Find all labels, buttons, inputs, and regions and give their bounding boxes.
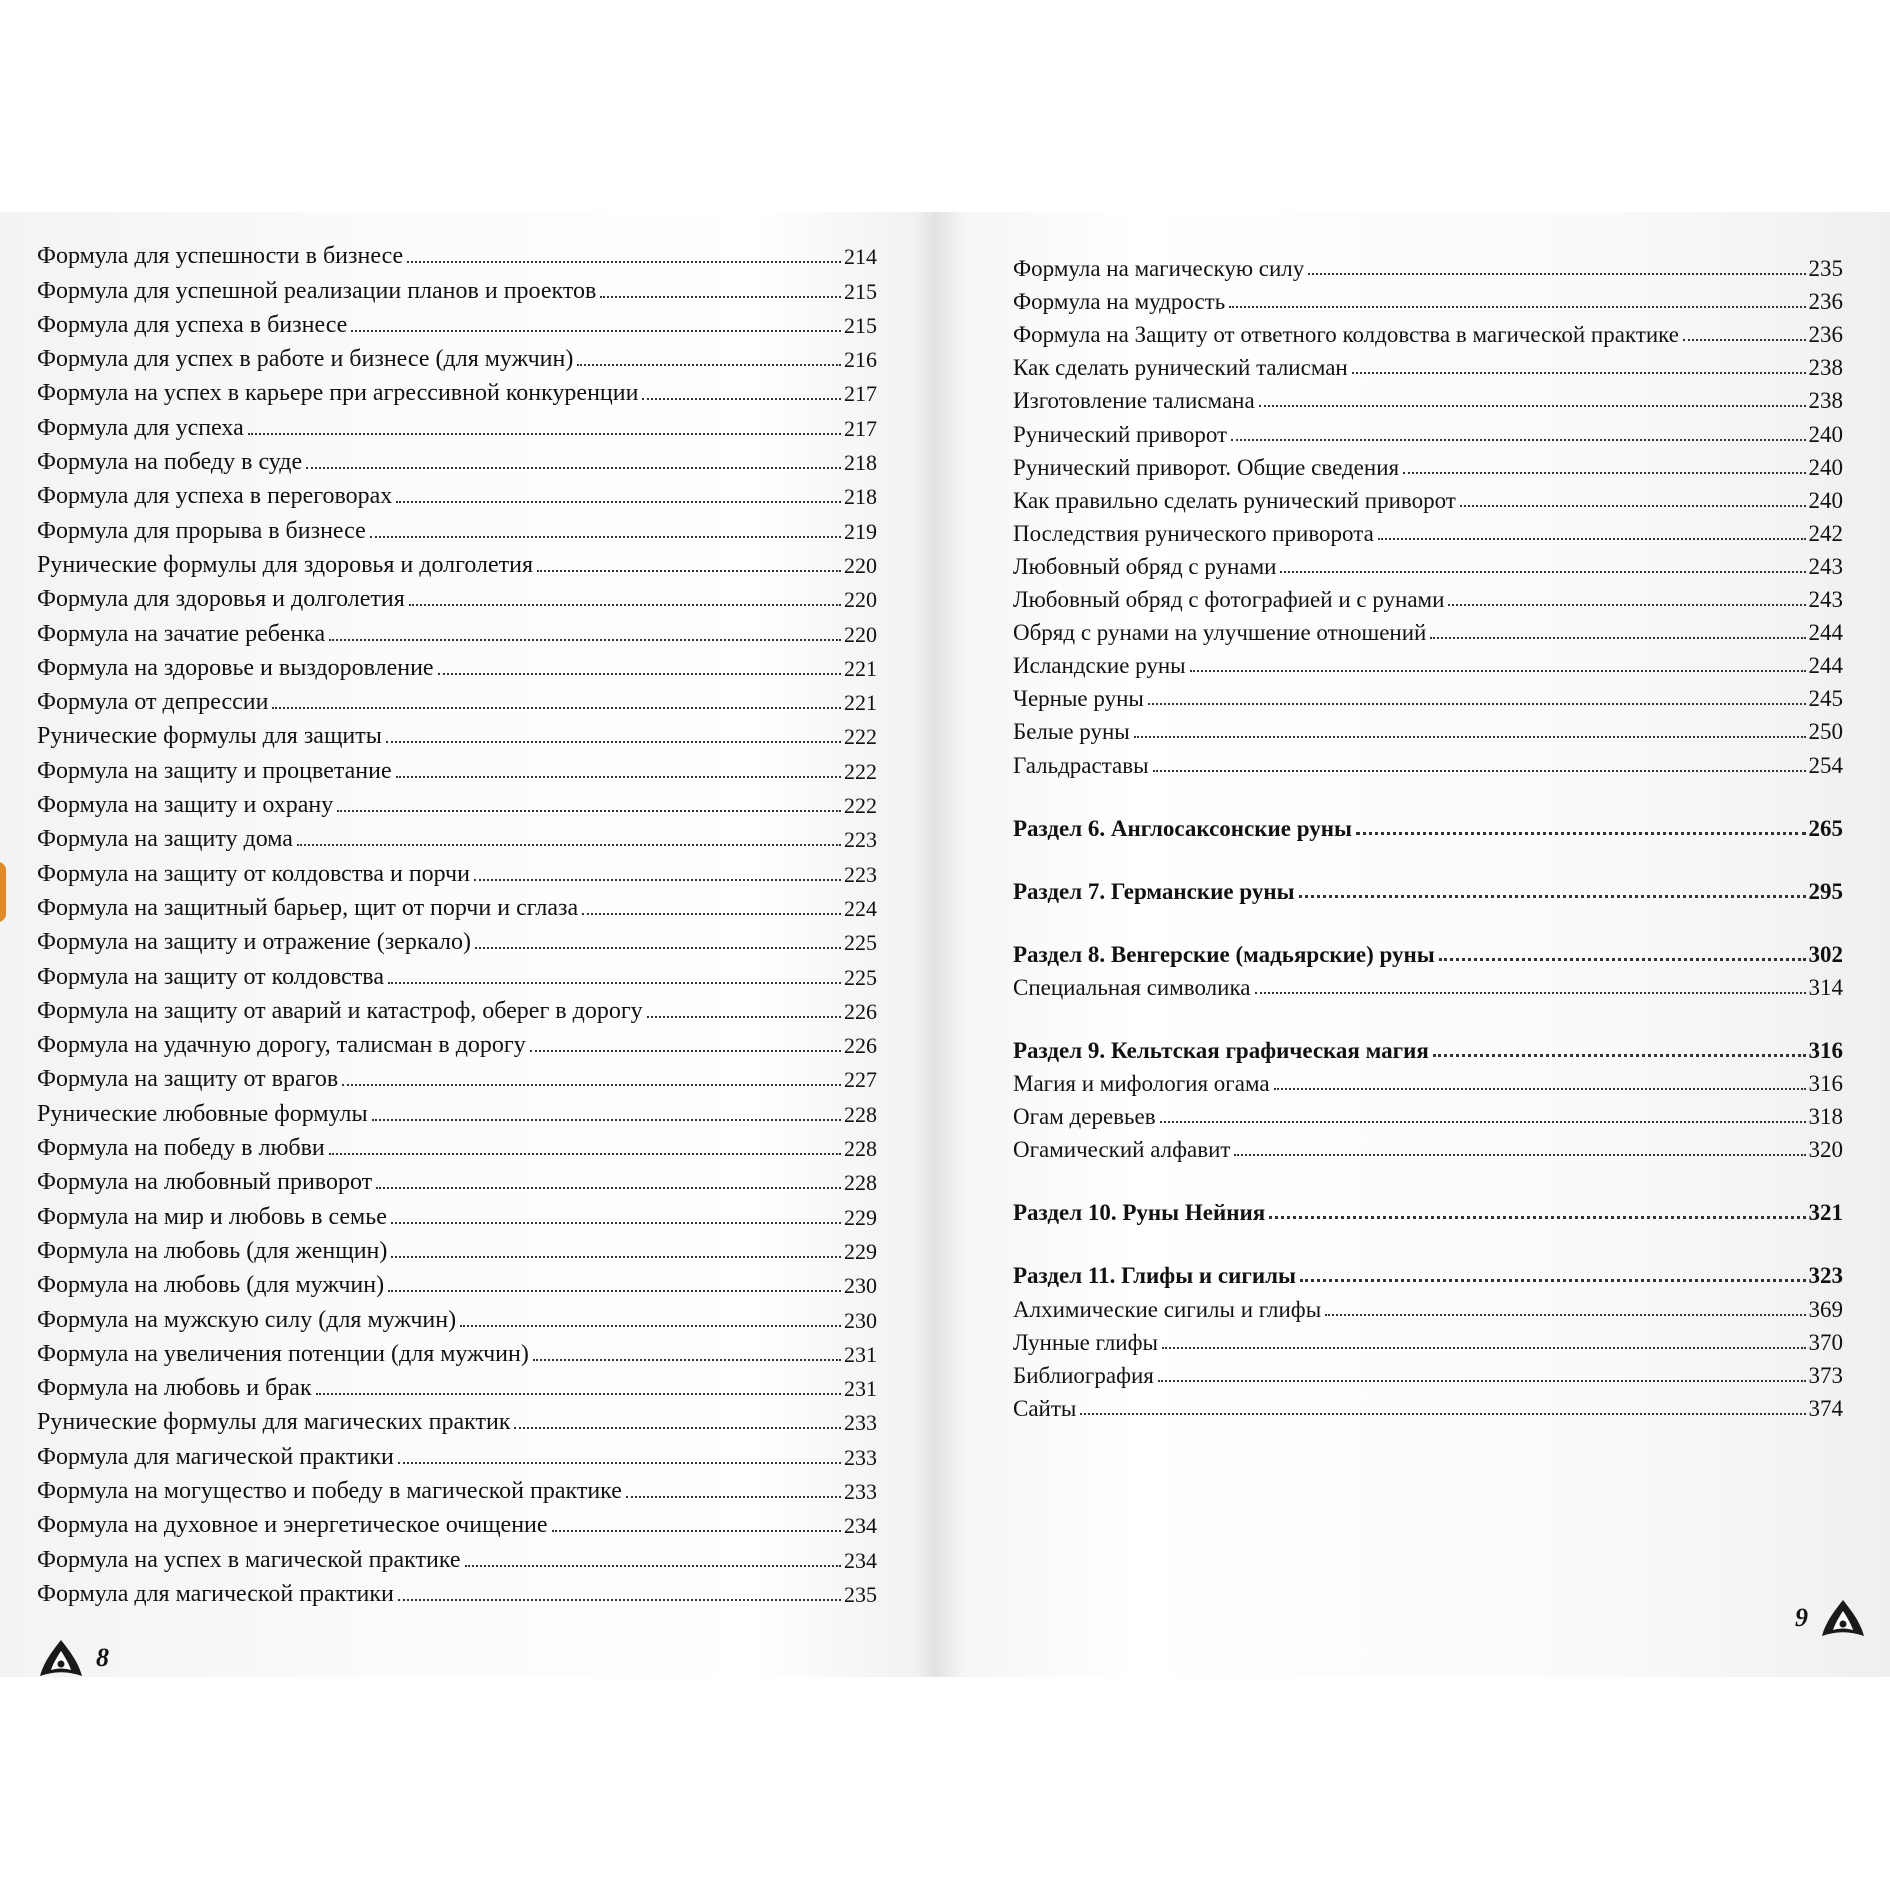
- toc-entry: [1013, 512, 1843, 545]
- toc-entry-title: Формула на защиту и отражение (зеркало): [37, 929, 471, 956]
- toc-entry: [1013, 379, 1843, 412]
- toc-entry: [1013, 611, 1843, 644]
- left-page: [0, 212, 930, 1677]
- toc-entry-title: Формула на могущество и победу в магической практике: [37, 1477, 622, 1504]
- dot-leader: [329, 1153, 841, 1155]
- toc-entry-page-number: 221: [844, 655, 877, 681]
- toc-entry: [37, 783, 877, 817]
- toc-entry: [37, 886, 877, 920]
- toc-entry: [37, 748, 877, 782]
- toc-entry-page-number: 222: [844, 793, 877, 819]
- toc-entry: [37, 1297, 877, 1331]
- toc-entry: [37, 920, 877, 954]
- toc-entry-page-number: 243: [1808, 587, 1843, 613]
- toc-entry-title: Формула для здоровья и долголетия: [37, 586, 405, 613]
- toc-entry-title: Рунические формулы для магических практик: [37, 1409, 511, 1436]
- page-number: 9: [1795, 1603, 1808, 1632]
- dot-leader: [1231, 439, 1805, 441]
- dot-leader: [1080, 1413, 1805, 1415]
- toc-entry: [1013, 1387, 1843, 1420]
- toc-entry: [37, 1400, 877, 1434]
- dot-leader: [465, 1565, 841, 1567]
- toc-entry-title: Рунические формулы для защиты: [37, 723, 382, 750]
- toc-entry: [37, 1023, 877, 1057]
- toc-entry-page-number: 217: [844, 381, 877, 407]
- dot-leader: [398, 1599, 841, 1601]
- toc-entry-title: Рунические любовные формулы: [37, 1100, 368, 1127]
- toc-entry-title: Раздел 8. Венгерские (мадьярские) руны: [1013, 941, 1435, 967]
- toc-entry: [1013, 1128, 1843, 1161]
- toc-entry: [1013, 1354, 1843, 1387]
- triquetra-emblem-icon: [1820, 1597, 1866, 1639]
- left-page-footer: [38, 1637, 121, 1677]
- toc-entry-title: Огам деревьев: [1013, 1104, 1156, 1130]
- toc-list-right: [1013, 247, 1843, 1420]
- toc-entry: [1013, 412, 1843, 445]
- toc-entry-title: Формула на любовный приворот: [37, 1169, 373, 1196]
- toc-entry: [1013, 479, 1843, 512]
- toc-entry-page-number: 316: [1808, 1037, 1843, 1063]
- toc-entry-page-number: 226: [844, 1033, 877, 1059]
- dot-leader: [530, 1050, 841, 1052]
- toc-entry-page-number: 233: [844, 1444, 877, 1470]
- toc-entry-page-number: 295: [1808, 878, 1843, 904]
- toc-entry-page-number: 234: [844, 1547, 877, 1573]
- toc-entry-title: Формула на мудрость: [1013, 289, 1226, 315]
- toc-entry-title: Формула для успеха в бизнесе: [37, 311, 348, 338]
- toc-entry-page-number: 230: [844, 1273, 877, 1299]
- toc-entry-page-number: 235: [1808, 256, 1843, 282]
- toc-entry-title: Исландские руны: [1013, 653, 1186, 679]
- toc-entry-title: Формула на защиту и процветание: [37, 757, 392, 784]
- dot-leader: [1356, 832, 1806, 835]
- toc-entry-page-number: 318: [1808, 1104, 1843, 1130]
- toc-entry-page-number: 323: [1808, 1263, 1843, 1289]
- toc-entry-page-number: 217: [844, 415, 877, 441]
- toc-entry-page-number: 250: [1808, 719, 1843, 745]
- dot-leader: [272, 707, 841, 709]
- dot-leader: [407, 261, 841, 263]
- toc-entry-title: Формула на духовное и энергетическое очищение: [37, 1512, 548, 1539]
- toc-entry: [37, 1434, 877, 1468]
- toc-entry: [1013, 1287, 1843, 1320]
- toc-entry-page-number: 370: [1808, 1329, 1843, 1355]
- toc-entry-title: Формула на успех в магической практике: [37, 1546, 461, 1573]
- dot-leader: [474, 879, 841, 881]
- toc-entry-title: Формула для успех в работе и бизнесе (для мужчин): [37, 346, 574, 373]
- toc-entry-title: Формула на здоровье и выздоровление: [37, 654, 434, 681]
- toc-entry-title: Раздел 10. Руны Нейния: [1013, 1200, 1266, 1226]
- toc-entry: [37, 680, 877, 714]
- toc-entry: [37, 1503, 877, 1537]
- toc-entry-page-number: 238: [1808, 355, 1843, 381]
- dot-leader: [1269, 1216, 1805, 1219]
- toc-entry-title: Формула для магической практики: [37, 1443, 394, 1470]
- toc-entry-title: Формула на защиту от аварий и катастроф, оберег в дорогу: [37, 997, 643, 1024]
- dot-leader: [351, 330, 841, 332]
- toc-entry-page-number: 225: [844, 930, 877, 956]
- toc-entry-title: Формула на защиту от врагов: [37, 1066, 339, 1093]
- toc-entry-title: Формула на победу в любви: [37, 1135, 325, 1162]
- dot-leader: [533, 1359, 841, 1361]
- toc-entry-title: Формула на победу в суде: [37, 449, 303, 476]
- toc-entry-title: Формула для успешной реализации планов и проектов: [37, 277, 597, 304]
- toc-entry-title: Формула на защиту от колдовства и порчи: [37, 860, 470, 887]
- toc-entry-title: Как правильно сделать рунический приворот: [1013, 487, 1456, 513]
- dot-leader: [1433, 1054, 1806, 1057]
- dot-leader: [438, 673, 841, 675]
- toc-entry-title: Гальдраставы: [1013, 752, 1149, 778]
- toc-entry-title: Формула на защиту от колдовства: [37, 963, 384, 990]
- dot-leader: [460, 1325, 841, 1327]
- dot-leader: [1259, 405, 1806, 407]
- toc-entry-page-number: 320: [1808, 1137, 1843, 1163]
- toc-entry-title: Формула на магическую силу: [1013, 256, 1305, 282]
- toc-entry-title: Формула на любовь (для женщин): [37, 1237, 388, 1264]
- toc-entry-page-number: 302: [1808, 941, 1843, 967]
- toc-entry-page-number: 219: [844, 518, 877, 544]
- toc-entry: [1013, 677, 1843, 710]
- toc-entry-title: Формула на защитный барьер, щит от порчи и сглаза: [37, 894, 579, 921]
- toc-section-entry: [1013, 1254, 1843, 1287]
- toc-entry-title: Библиография: [1013, 1362, 1154, 1388]
- dot-leader: [1460, 505, 1806, 507]
- toc-entry-title: Формула для магической практики: [37, 1580, 394, 1607]
- toc-entry: [37, 646, 877, 680]
- toc-entry: [1013, 966, 1843, 999]
- toc-entry-title: Формула на удачную дорогу, талисман в дорогу: [37, 1032, 526, 1059]
- toc-entry: [37, 989, 877, 1023]
- toc-entry-page-number: 228: [844, 1136, 877, 1162]
- dot-leader: [396, 776, 841, 778]
- toc-entry: [1013, 346, 1843, 379]
- toc-entry-title: Специальная символика: [1013, 974, 1251, 1000]
- toc-entry-page-number: 230: [844, 1307, 877, 1333]
- dot-leader: [552, 1530, 841, 1532]
- toc-entry: [37, 303, 877, 337]
- toc-entry: [37, 337, 877, 371]
- toc-entry: [37, 1263, 877, 1297]
- toc-entry-page-number: 234: [844, 1513, 877, 1539]
- toc-entry-page-number: 227: [844, 1067, 877, 1093]
- toc-entry-title: Формула на любовь (для мужчин): [37, 1272, 385, 1299]
- dot-leader: [297, 844, 841, 846]
- dot-leader: [376, 1187, 841, 1189]
- toc-entry-title: Изготовление талисмана: [1013, 388, 1255, 414]
- toc-entry-page-number: 220: [844, 587, 877, 613]
- toc-list-left: [37, 234, 877, 1606]
- toc-entry-title: Формула от депрессии: [37, 689, 269, 716]
- dot-leader: [396, 501, 841, 503]
- dot-leader: [1134, 736, 1806, 738]
- dot-leader: [1352, 372, 1806, 374]
- dot-leader: [409, 604, 841, 606]
- toc-entry-title: Рунические формулы для здоровья и долголетия: [37, 551, 534, 578]
- dot-leader: [1683, 339, 1806, 341]
- toc-entry-title: Формула на Защиту от ответного колдовства в магической практике: [1013, 322, 1679, 348]
- dot-leader: [329, 639, 841, 641]
- toc-entry-page-number: 321: [1808, 1200, 1843, 1226]
- toc-section-entry: [1013, 870, 1843, 903]
- dot-leader: [337, 810, 841, 812]
- toc-entry-title: Как сделать рунический талисман: [1013, 355, 1348, 381]
- toc-entry: [1013, 1062, 1843, 1095]
- dot-leader: [398, 1462, 841, 1464]
- dot-leader: [582, 913, 841, 915]
- toc-entry-page-number: 374: [1808, 1395, 1843, 1421]
- toc-entry-page-number: 218: [844, 484, 877, 510]
- toc-entry-title: Лунные глифы: [1013, 1329, 1158, 1355]
- toc-entry: [37, 954, 877, 988]
- dot-leader: [388, 982, 841, 984]
- toc-entry-page-number: 236: [1808, 322, 1843, 348]
- toc-entry: [37, 508, 877, 542]
- dot-leader: [1280, 571, 1805, 573]
- dot-leader: [1430, 637, 1805, 639]
- dot-leader: [1255, 992, 1806, 994]
- toc-entry-page-number: 228: [844, 1101, 877, 1127]
- dot-leader: [1325, 1314, 1805, 1316]
- toc-entry: [37, 1537, 877, 1571]
- toc-entry: [37, 851, 877, 885]
- dot-leader: [1153, 770, 1806, 772]
- dot-leader: [1234, 1154, 1805, 1156]
- toc-entry-title: Раздел 11. Глифы и сигилы: [1013, 1263, 1296, 1289]
- toc-entry: [37, 405, 877, 439]
- toc-entry-page-number: 222: [844, 724, 877, 750]
- toc-entry-title: Рунический приворот. Общие сведения: [1013, 454, 1400, 480]
- toc-entry-page-number: 373: [1808, 1362, 1843, 1388]
- toc-entry-title: Формула для успеха в переговорах: [37, 483, 393, 510]
- toc-entry-page-number: 231: [844, 1341, 877, 1367]
- toc-entry-page-number: 218: [844, 450, 877, 476]
- toc-entry: [1013, 1321, 1843, 1354]
- toc-entry-page-number: 224: [844, 895, 877, 921]
- toc-entry: [1013, 247, 1843, 280]
- toc-entry-title: Рунический приворот: [1013, 421, 1228, 447]
- toc-entry-page-number: 235: [844, 1581, 877, 1607]
- toc-entry: [37, 611, 877, 645]
- toc-entry-page-number: 314: [1808, 974, 1843, 1000]
- dot-leader: [1308, 273, 1805, 275]
- toc-entry-page-number: 222: [844, 758, 877, 784]
- toc-entry-page-number: 369: [1808, 1296, 1843, 1322]
- right-page: [960, 212, 1890, 1677]
- toc-entry: [37, 577, 877, 611]
- toc-entry: [1013, 578, 1843, 611]
- toc-section-entry: [1013, 807, 1843, 840]
- toc-entry-title: Формула на защиту дома: [37, 826, 293, 853]
- toc-entry-title: Сайты: [1013, 1395, 1077, 1421]
- dot-leader: [537, 570, 841, 572]
- toc-entry-page-number: 316: [1808, 1071, 1843, 1097]
- toc-entry-page-number: 242: [1808, 520, 1843, 546]
- toc-entry: [1013, 313, 1843, 346]
- toc-entry: [37, 817, 877, 851]
- dot-leader: [306, 467, 841, 469]
- toc-entry: [37, 1057, 877, 1091]
- dot-leader: [647, 1016, 841, 1018]
- dot-leader: [1148, 703, 1806, 705]
- toc-entry: [37, 1194, 877, 1228]
- toc-entry: [1013, 1095, 1843, 1128]
- dot-leader: [1190, 670, 1806, 672]
- toc-entry-page-number: 229: [844, 1238, 877, 1264]
- toc-entry-page-number: 226: [844, 998, 877, 1024]
- toc-entry-page-number: 223: [844, 861, 877, 887]
- toc-entry-page-number: 215: [844, 278, 877, 304]
- toc-entry-page-number: 220: [844, 552, 877, 578]
- dot-leader: [391, 1222, 841, 1224]
- toc-entry: [37, 1332, 877, 1366]
- dot-leader: [514, 1427, 841, 1429]
- dot-leader: [386, 741, 841, 743]
- toc-entry-page-number: 265: [1808, 815, 1843, 841]
- toc-entry-page-number: 240: [1808, 487, 1843, 513]
- toc-entry: [37, 1160, 877, 1194]
- toc-entry-title: Формула на зачатие ребенка: [37, 620, 326, 647]
- toc-entry-title: Черные руны: [1013, 686, 1144, 712]
- toc-entry-title: Формула на защиту и охрану: [37, 792, 334, 819]
- toc-entry: [37, 1126, 877, 1160]
- dot-leader: [388, 1290, 841, 1292]
- toc-section-entry: [1013, 1029, 1843, 1062]
- dot-leader: [1160, 1121, 1806, 1123]
- toc-entry-title: Раздел 7. Германские руны: [1013, 878, 1295, 904]
- toc-entry: [37, 440, 877, 474]
- dot-leader: [600, 296, 841, 298]
- toc-entry-title: Раздел 6. Англосаксонские руны: [1013, 815, 1352, 841]
- dot-leader: [1274, 1088, 1806, 1090]
- dot-leader: [248, 433, 841, 435]
- toc-entry: [37, 1091, 877, 1125]
- toc-entry-title: Формула на успех в карьере при агрессивной конкуренции: [37, 380, 639, 407]
- toc-entry-page-number: 231: [844, 1376, 877, 1402]
- toc-entry-title: Формула на любовь и брак: [37, 1375, 312, 1402]
- dot-leader: [1229, 306, 1805, 308]
- toc-entry-page-number: 223: [844, 827, 877, 853]
- toc-entry-title: Раздел 9. Кельтская графическая магия: [1013, 1037, 1429, 1063]
- toc-entry-page-number: 220: [844, 621, 877, 647]
- toc-section-entry: [1013, 933, 1843, 966]
- toc-entry: [37, 371, 877, 405]
- toc-entry-page-number: 216: [844, 347, 877, 373]
- toc-entry: [37, 234, 877, 268]
- toc-entry-title: Последствия рунического приворота: [1013, 520, 1374, 546]
- dot-leader: [626, 1496, 841, 1498]
- toc-entry-title: Белые руны: [1013, 719, 1130, 745]
- page-number: 8: [96, 1643, 109, 1672]
- dot-leader: [372, 1119, 841, 1121]
- toc-entry-page-number: 225: [844, 964, 877, 990]
- toc-entry: [1013, 545, 1843, 578]
- toc-entry: [1013, 644, 1843, 677]
- toc-entry: [37, 1572, 877, 1606]
- toc-entry: [37, 474, 877, 508]
- dot-leader: [1300, 1279, 1806, 1282]
- dot-leader: [475, 947, 841, 949]
- toc-entry-page-number: 244: [1808, 653, 1843, 679]
- toc-entry-title: Формула для успеха: [37, 414, 244, 441]
- toc-entry-page-number: 233: [844, 1478, 877, 1504]
- toc-entry-title: Алхимические сигилы и глифы: [1013, 1296, 1322, 1322]
- dot-leader: [1403, 472, 1805, 474]
- toc-section-entry: [1013, 1191, 1843, 1224]
- dot-leader: [642, 398, 841, 400]
- toc-entry: [37, 268, 877, 302]
- toc-entry-title: Огамический алфавит: [1013, 1137, 1231, 1163]
- right-page-footer: [1783, 1597, 1866, 1639]
- toc-entry-title: Формула на мир и любовь в семье: [37, 1203, 387, 1230]
- toc-entry-title: Любовный обряд с фотографией и с рунами: [1013, 587, 1445, 613]
- toc-entry-title: Формула для прорыва в бизнесе: [37, 517, 366, 544]
- toc-entry-page-number: 236: [1808, 289, 1843, 315]
- toc-entry-title: Формула на увеличения потенции (для мужчин): [37, 1340, 529, 1367]
- toc-entry: [37, 1469, 877, 1503]
- toc-entry-page-number: 221: [844, 690, 877, 716]
- toc-entry: [1013, 743, 1843, 776]
- toc-entry-page-number: 228: [844, 1170, 877, 1196]
- toc-entry-title: Любовный обряд с рунами: [1013, 553, 1277, 579]
- toc-entry-page-number: 244: [1808, 620, 1843, 646]
- toc-entry: [37, 1366, 877, 1400]
- dot-leader: [370, 536, 841, 538]
- dot-leader: [1158, 1380, 1806, 1382]
- toc-entry: [37, 1229, 877, 1263]
- toc-entry-page-number: 214: [844, 244, 877, 270]
- toc-entry-page-number: 245: [1808, 686, 1843, 712]
- toc-entry-title: Формула для успешности в бизнесе: [37, 243, 404, 270]
- dot-leader: [1448, 604, 1805, 606]
- toc-entry: [1013, 710, 1843, 743]
- triquetra-emblem-icon: [38, 1637, 84, 1677]
- dot-leader: [1439, 958, 1806, 961]
- dot-leader: [391, 1256, 841, 1258]
- dot-leader: [342, 1084, 841, 1086]
- dot-leader: [316, 1393, 841, 1395]
- toc-entry-page-number: 243: [1808, 553, 1843, 579]
- toc-entry-page-number: 215: [844, 312, 877, 338]
- toc-entry-title: Формула на мужскую силу (для мужчин): [37, 1306, 457, 1333]
- toc-entry: [1013, 446, 1843, 479]
- dot-leader: [1378, 538, 1806, 540]
- toc-entry-page-number: 233: [844, 1410, 877, 1436]
- dot-leader: [1162, 1347, 1806, 1349]
- toc-entry-page-number: 240: [1808, 421, 1843, 447]
- book-spread: [0, 212, 1890, 1677]
- toc-entry-page-number: 238: [1808, 388, 1843, 414]
- toc-entry: [37, 714, 877, 748]
- toc-entry: [37, 543, 877, 577]
- dot-leader: [577, 364, 841, 366]
- toc-entry-title: Обряд с рунами на улучшение отношений: [1013, 620, 1427, 646]
- dot-leader: [1299, 895, 1806, 898]
- toc-entry: [1013, 280, 1843, 313]
- toc-entry-page-number: 229: [844, 1204, 877, 1230]
- toc-entry-page-number: 254: [1808, 752, 1843, 778]
- toc-entry-title: Магия и мифология огама: [1013, 1071, 1270, 1097]
- toc-entry-page-number: 240: [1808, 454, 1843, 480]
